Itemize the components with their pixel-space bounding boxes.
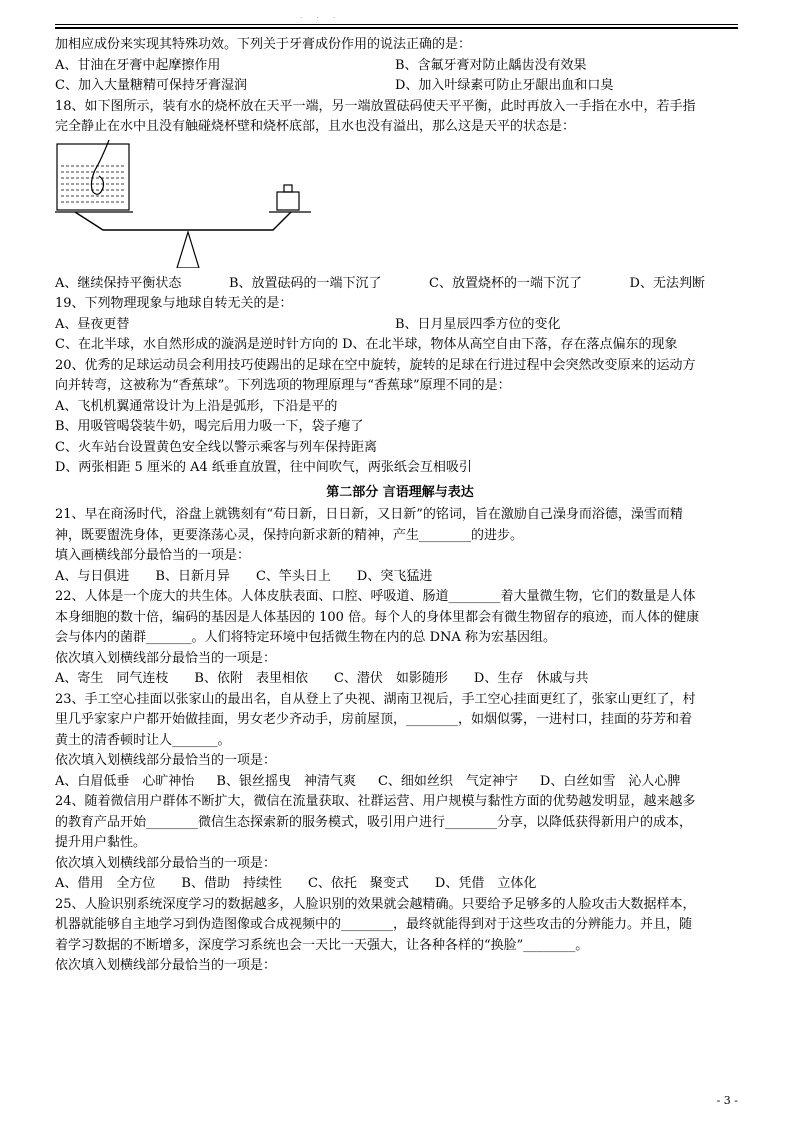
q22-options bbox=[55, 669, 745, 690]
q18-option-b: B、放置砝码的一端下沉了 bbox=[228, 275, 382, 291]
q17-option-b: B、含氟牙膏对防止龋齿没有效果 bbox=[395, 57, 587, 73]
q20-stem-line2: 向并转弯，这被称为“香蕉球”。下列选项的物理原理与“香蕉球”原理不同的是： bbox=[55, 378, 511, 393]
q18-stem-line2: 完全静止在水中且没有触碰烧杯壁和烧杯底部，且水也没有溢出，那么这是天平的状态是： bbox=[55, 119, 576, 134]
page-number: - 3 - bbox=[716, 1094, 738, 1107]
q19-option-b: B、日月星辰四季方位的变化 bbox=[395, 316, 561, 332]
q22-stem-line3: 会与体内的菌群_______。人们将特定环境中包括微生物在内的总 DNA 称为宏基因组。 bbox=[55, 630, 556, 645]
q17-option-d: D、加入叶绿素可防止牙龈出血和口臭 bbox=[395, 78, 614, 93]
q25-stem-line2: 机器就能够自主地学习到伪造图像或合成视频中的________，最终就能得到对于这些攻击的分辨能力。并且，随 bbox=[55, 917, 693, 932]
q23-option-b: B、银丝摇曳 神清气爽 bbox=[216, 773, 356, 789]
water-hatch bbox=[61, 166, 125, 202]
header-rule-thick bbox=[55, 27, 738, 29]
q19-stem: 19、下列物理现象与地球自转无关的是： bbox=[55, 296, 293, 311]
q22-stem-line2: 本身细胞的数十倍，编码的基因是人体基因的 100 倍。每个人的身体里都会有微生物留存的痕迹，而人体的健康 bbox=[55, 609, 700, 625]
q24-options bbox=[55, 874, 745, 895]
header-rule-thin bbox=[55, 24, 738, 25]
q25-prompt: 依次填入划横线部分最恰当的一项是： bbox=[55, 958, 277, 973]
q24-prompt: 依次填入划横线部分最恰当的一项是： bbox=[55, 855, 277, 871]
q21-options bbox=[55, 567, 745, 588]
q23-option-d: D、白丝如雪 沁人心脾 bbox=[539, 773, 681, 789]
q21-option-d: D、突飞猛进 bbox=[356, 568, 433, 584]
q24-option-a: A、借用 全方位 bbox=[55, 876, 156, 891]
section-title: 第二部分 言语理解与表达 bbox=[326, 484, 474, 500]
q17-option-c: C、加入大量糖精可保持牙膏湿润 bbox=[55, 78, 247, 93]
q22-option-d: D、生存 休戚与共 bbox=[473, 671, 589, 686]
q24-option-d: D、凭借 立体化 bbox=[434, 876, 537, 891]
q18-options bbox=[55, 274, 745, 295]
q25-stem-line3: 着学习数据的不断增多，深度学习系统也会一天比一天强大，让各种各样的“换脸”________。 bbox=[55, 937, 589, 953]
q22-option-c: C、潜伏 如影随形 bbox=[333, 671, 448, 686]
q20-option-a: A、飞机机翼通常设计为上沿是弧形，下沿是平的 bbox=[55, 398, 338, 414]
finger-sketch bbox=[91, 140, 109, 194]
q24-option-c: C、依托 聚变式 bbox=[307, 876, 409, 891]
q18-option-a: A、继续保持平衡状态 bbox=[55, 275, 182, 291]
q21-stem-line2: 神，既要盥洗身体，更要涤荡心灵，保持向新求新的精神，产生________的进步。 bbox=[55, 527, 524, 543]
q18-option-c: C、放置烧杯的一端下沉了 bbox=[429, 275, 582, 291]
q25-stem-line1: 25、人脸识别系统深度学习的数据越多，人脸识别的效果就会越精确。只要给予足够多的人脸攻击大数据样本， bbox=[55, 896, 696, 912]
q24-stem-line1: 24、随着微信用户群体不断扩大，微信在流量获取、社群运营、用户规模与黏性方面的优势越发明显，越来越多 bbox=[55, 794, 696, 809]
q22-option-b: B、依附 表里相依 bbox=[194, 671, 308, 686]
balance-diagram bbox=[55, 140, 325, 268]
q19-options-row1 bbox=[55, 315, 745, 336]
q19-option-a: A、昼夜更替 bbox=[55, 316, 130, 332]
balance-beam bbox=[75, 212, 291, 230]
q21-option-c: C、竿头日上 bbox=[255, 568, 331, 584]
q21-option-b: B、日新月异 bbox=[155, 568, 230, 584]
header-mark: · · · bbox=[300, 14, 342, 22]
q24-stem-line2: 的教育产品开始________微信生态探索新的服务模式，吸引用户进行________分享，以降低获得新用户的成本， bbox=[55, 814, 693, 830]
q23-stem-line2: 里几乎家家户户都开始做挂面，男女老少齐动手，房前屋顶，________，如烟似雾，一进村口，挂面的芬芳和着 bbox=[55, 712, 693, 727]
q23-prompt: 依次填入划横线部分最恰当的一项是： bbox=[55, 753, 277, 768]
q22-stem-line1: 22、人体是一个庞大的共生体。人体皮肤表面、口腔、呼吸道、肠道________着大量微生物，它们的数量是人体 bbox=[55, 589, 696, 604]
q21-prompt: 填入画横线部分最恰当的一项是： bbox=[55, 548, 251, 563]
q19-options-cd: C、在北半球，水自然形成的漩涡是逆时针方向的 D、在北半球，物体从高空自由下落，存在落点偏东的现象 bbox=[55, 337, 678, 352]
q23-option-c: C、细如丝织 气定神宁 bbox=[377, 773, 518, 789]
q23-options bbox=[55, 772, 745, 793]
q23-stem-line1: 23、手工空心挂面以张家山的最出名，自从登上了央视、湖南卫视后，手工空心挂面更红了，张家山更红了，村 bbox=[55, 691, 696, 707]
q20-option-b: B、用吸管喝袋装牛奶，喝完后用力吸一下，袋子瘪了 bbox=[55, 419, 364, 434]
weight-knob bbox=[284, 185, 292, 192]
q23-option-a: A、白眉低垂 心旷神怡 bbox=[55, 773, 195, 789]
q17-options-row1 bbox=[55, 56, 745, 77]
q20-option-c: C、火车站台设置黄色安全线以警示乘客与列车保持距离 bbox=[55, 439, 377, 455]
q24-option-b: B、借助 持续性 bbox=[181, 876, 282, 891]
q23-stem-line3: 黄土的清香顿时让人_______。 bbox=[55, 732, 231, 748]
exam-content bbox=[55, 35, 745, 977]
q17-option-a: A、甘油在牙膏中起摩擦作用 bbox=[55, 57, 221, 73]
balance-pivot bbox=[177, 232, 199, 268]
q18-stem-line1: 18、如下图所示，装有水的烧杯放在天平一端，另一端放置砝码使天平平衡，此时再放入一手指在水中，若手指 bbox=[55, 98, 696, 114]
q17-stem: 加相应成份来实现其特殊功效。下列关于牙膏成份作用的说法正确的是： bbox=[55, 37, 472, 52]
q18-option-d: D、无法判断 bbox=[629, 275, 705, 291]
q20-stem-line1: 20、优秀的足球运动员会利用技巧使踢出的足球在空中旋转，旋转的足球在行进过程中会突然改变原来的运动方 bbox=[55, 357, 696, 373]
q21-stem-line1: 21、早在商汤时代，浴盘上就镌刻有“苟日新，日日新，又日新”的铭词，旨在激励自己澡身而浴德，澡雪而精 bbox=[55, 507, 683, 522]
q17-options-row2 bbox=[55, 76, 745, 97]
weight-body bbox=[277, 192, 299, 210]
q22-option-a: A、寄生 同气连枝 bbox=[55, 671, 169, 686]
balance-figure bbox=[55, 140, 745, 268]
q21-option-a: A、与日俱进 bbox=[55, 568, 130, 584]
q22-prompt: 依次填入划横线部分最恰当的一项是： bbox=[55, 650, 277, 666]
q20-option-d: D、两张相距 5 厘米的 A4 纸垂直放置，往中间吹气，两张纸会互相吸引 bbox=[55, 460, 472, 475]
q24-stem-line3: 提升用户黏性。 bbox=[55, 835, 147, 850]
